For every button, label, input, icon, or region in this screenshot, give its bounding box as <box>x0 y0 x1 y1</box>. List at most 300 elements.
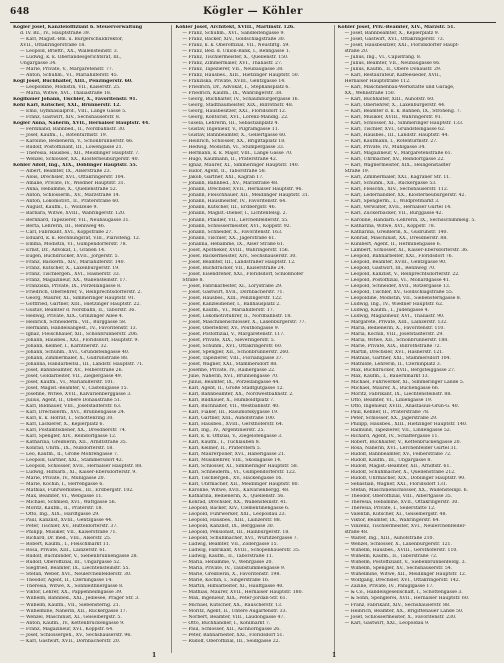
directory-entry: — Ludwig, Kaufm., II., Taborstraße 11. <box>182 554 274 560</box>
directory-entry: — Johanna, Handarbeitsl., III., Landstr. Hauptstr. 71. <box>20 361 144 367</box>
directory-entry: — Max, Buchdrucker, XVII., Bergsteiggasse 27. <box>344 367 456 373</box>
directory-entry: — Marie, Greißlerin, X., Favoritenstr. 198. <box>182 572 281 578</box>
directory-entry: — Maria, Köchin, VIII., Josefstädterstr. 29. <box>344 331 444 337</box>
directory-entry: — Maria, Private, IV., Taubstummengasse 9. <box>182 566 286 572</box>
directory-entry: — Maria, Bedienerin, X., Favoritenstr. 110. <box>344 325 445 331</box>
directory-entry: — Josef, Schlossermeister, X., Favoritenstr. 230. <box>344 614 457 620</box>
directory-entry: — Johanna, Hebamme, IX., Alser Straße 61. <box>182 241 285 247</box>
directory-entry: — Josef, Postoffizial, V., Margaretenstr. 117. <box>182 331 285 337</box>
directory-entry: — Wilhelm, Hausbes., XVIII., Gersthoferstr. 110. <box>344 548 458 554</box>
directory-entry: — Karoline, Witwe, XVII., Kalvarienbergg. 48. <box>182 488 290 494</box>
directory-entry: — Wilhelm, Postoffiziant, V., Siebenbrunnenfeldg. 3. <box>344 560 467 566</box>
directory-entry: — Karl, Private, IV., Mühlgasse 34. <box>344 145 426 151</box>
directory-entry: — Gisela, Lehrerin, III., Sebastianplatz 4. <box>182 121 279 127</box>
directory-entry: — Wilhelmine, Witwe, XII., Meidlinger Hauptstr. 12. <box>344 572 467 578</box>
directory-entry: Hernalser Hauptstraße 112. <box>344 79 411 85</box>
directory-entry: — Viktor, Beamter, IX., Währingerstr. 64. <box>344 518 440 524</box>
directory-entry: — Paul, Kanzlist, XVIII., Gentzgasse 44. <box>20 518 113 524</box>
directory-entry: — Anton, Schuhm., VI., Mariahilferstr. 45. <box>20 73 119 79</box>
directory-entry: — Vinzenz, Tischlermeister, XVI., Neulerchenfelder- <box>344 524 467 530</box>
directory-entry: — Theodor, Oberoffizial, VIII., Albertgasse 35. <box>344 494 453 500</box>
directory-entry: — Konrad, Uhrm., IX., Nußdorferstr. 18. <box>20 446 114 452</box>
directory-entry: — Konrad, Drechsler, XX., Wallensteinstr. 41. <box>182 500 288 506</box>
directory-entry: — Ludwig, Magazineur, XVI., Thaliastr. 90. <box>344 313 445 319</box>
directory-entry: — Kunibert, Agent, II., Herminengasse 6. <box>344 241 442 247</box>
directory-entry: — Josef, Bahnbeamter, X., Keplerplatz 9. <box>344 31 440 37</box>
directory-entry: — Rudolf, Postoffiziant, III., Löwengasse 21. <box>20 145 123 151</box>
directory-entry: — Franz, Bed. d. Union-Bank, I., Renngasse 1. <box>182 49 291 55</box>
directory-entry: — Karl, Bildhauer, X., Humboldtplatz 7. <box>182 397 275 403</box>
directory-entry: — Raimund, Tapezierer, VII., Lindengasse 52. <box>344 428 452 434</box>
directory-entry: — Michael, Kutscher, XX., Rauscherstr. 13. <box>182 602 283 608</box>
directory-entry: — Martin, Drechsler, XVI., Hasnerstr. 121. <box>344 349 444 355</box>
directory-entry: — Leopold, Schneider, XVII., Rötzergasse 13. <box>344 283 451 289</box>
directory-entry: — Maria, Witwe, XVI., Thaliastraße 18. <box>20 91 112 97</box>
directory-entry: — Rudolf, Schuhmacher, X., Quellenstraße 212. <box>344 470 456 476</box>
directory-entry: — Georg, Maurer, XI., Simmeringer Hauptstr. 91. <box>20 295 136 301</box>
directory-entry: — Sebastian, Wagner, XXI., Floridsdorf 131. <box>344 482 448 488</box>
directory-entry: — Leopold, Gastwirt, III., Rennweg 70. <box>344 265 436 271</box>
directory-entry-surname: Köhler Adolf, Ing., XIX., Döblinger Hauptstr. 55. <box>13 163 138 169</box>
directory-entry: — Josef, Kaufm., VI., Mariahilferstr. 101. <box>20 379 115 385</box>
directory-entry: — Emma, Modistin, VI., Gumpendorferstr. 78. <box>20 241 127 247</box>
directory-entry: — Karl, Magist.-Bm. u. Bürgerschuldirektor, <box>20 37 123 43</box>
directory-entry: — Josef, Lokomotivführer, II., Nordbahnstr. 18. <box>182 313 292 319</box>
directory-entry: — Josef, Hausbes., XIII., Penzingerstr. 122. <box>182 295 283 301</box>
directory-entry: — Moritz, Kaufm., II., Praterstr. 18. <box>20 506 103 512</box>
directory-entry: — Anton, Schlosserm., XV., Märzstraße 14. <box>20 193 121 199</box>
directory-entry: — Heinrich, Schneiderm., VII., Burggasse 58. <box>20 319 127 325</box>
directory-entry: — Friedrich, Kaufm., IX., Währingerstr. 38. <box>182 91 283 97</box>
directory-entry: — Stefan, Maschinenschlosser, XX., Wallensteinpl. 6. <box>344 488 469 494</box>
directory-entry: — Heinrich, Beamter, XX., Brigittenauer Lände 50. <box>344 608 464 614</box>
directory-entry: XX., Wehlistraße 150. <box>344 91 396 97</box>
directory-entry: — Josef, Bahnbeamter, XV., Felberstraße 26. <box>20 367 123 373</box>
directory-entry: — Peter, Bahnarbeiter, XXI., Floridsdorf 51. <box>182 632 284 638</box>
directory-entry: — Marie, Private, IV., Mühlgasse 20. <box>20 476 106 482</box>
directory-entry: — Marie, Private, V., Margaretenstr. 77. <box>20 67 114 73</box>
directory-entry: — Ludwig, k. k. Oberlandesgerichtsrat, III., <box>20 55 122 61</box>
directory-entry: — Karl, Wagnermeister, XIX., Heiligenstädter <box>344 163 451 169</box>
directory-entry: — Karl, Oberlehrer, X., Laxenburgerstr. 44. <box>344 103 446 109</box>
directory-entry: — Julius, Beamter, IX., Porzellangasse 44. <box>182 379 280 385</box>
directory-entry: — Karl, Schlosser, XI., Simmeringer Hauptstr. 58. <box>182 464 299 470</box>
directory-entry: — Rudolf, Kaufm., III., Ungargasse 8. <box>344 458 432 464</box>
page-number: 648 <box>10 7 30 17</box>
directory-entry: — Josef, Wagner, XXI., Stammersdorf 88. <box>182 361 278 367</box>
directory-entry: — Karl, Hausbes., III., Landstr. Hauptstr. 44. <box>344 133 449 139</box>
directory-entry: — Johann, Kellner, I., Kärntnerstr. 32. <box>20 343 108 349</box>
directory-entry: — Gottfried, Gärtner, XIII., Hietzinger Hauptstr. 22. <box>20 301 141 307</box>
directory-entry: — Michael, Fuhrwerker, XI., Simmeringer Lände 5. <box>344 379 465 385</box>
directory-entry: — Friedrich, Oberlehrer, V., Reinprechtsdorferstr. 2. <box>20 289 142 295</box>
directory-entry: — Wilhelm, Spengler, XV., Sechshauserstr. 54. <box>344 566 453 572</box>
directory-entry: — Franz, Kutscher, X., Laxenburgerstr. 19. <box>20 265 120 271</box>
directory-entry: straße 20. <box>344 49 369 55</box>
directory-entry: — Hermann, k. k. Major, VIII., Lange Gasse 70. <box>182 151 293 157</box>
directory-entry: — Karl, Bahnbeamter, XX., Nordwestbahnstr. 2. <box>182 391 294 397</box>
directory-entry: — Peter, Tischler, XV., Hütteldorferstr. 37. <box>20 524 118 530</box>
directory-entry: — Johann, Kutscher, III., Erdbergstr. 46. <box>182 205 277 211</box>
directory-entry: — Leopold, Kanzlist, IX., Berggasse 30. <box>182 524 275 530</box>
directory-entry: — Philipp, Musiker, VII., Kaiserstraße 71. <box>20 530 117 536</box>
directory-entry: — Katharina, Greißlerin, XII., Arndtstraße 35. <box>20 440 128 446</box>
directory-entry: — Josef, Spengler, XII., Schönbrunnerstr. 260. <box>182 349 290 355</box>
directory-entry: — Josef, Bäckermeister, XIV., Sechshauserstr. 30. <box>182 253 297 259</box>
directory-entry: — Isidor, Agent, II., Taborstraße 58. <box>182 169 267 175</box>
directory-entry: — Karl, Bildhauer, VIII., Josefstädterstr. 63. <box>20 403 122 409</box>
directory-entry: — Richard, Dr. med., VIII., Alserstr. 25. <box>20 536 112 542</box>
directory-entry: — Theresia, Private, I., Seilerstätte 12. <box>344 506 436 512</box>
directory-entry: — Karl, Musiklehrer, VIII., Skodagasse 14. <box>182 458 282 464</box>
directory-entry: — Karoline, Bedienerin, V., Schönbrunnerstr. 66. <box>20 139 134 145</box>
directory-entry: — Karl, Ing., IV., Argentinierstr. 25. <box>182 428 265 434</box>
directory-entry: — Rudolf, Oberoffizial, III., Seidlgasse 22. <box>182 638 281 644</box>
directory-entry: — Karl, Gastwirt, XXI., Leopoldau 9. <box>344 620 430 626</box>
directory-entry: — Zäzilie, Private, IV., Paniglgasse 17. <box>344 584 434 590</box>
directory-entry: — Josef, Private, XIX., Sieveringerstr. 5. <box>182 337 276 343</box>
directory-entry: — Karl, Tischler, XVI., Grundsteingasse 62. <box>344 127 446 133</box>
directory-entry: — Rosa, Private, XIII., Lainzerstr. 61. <box>20 548 107 554</box>
directory-entry: — Otto, Ingenieur, XVIII., Anastasius-Grün-G. 40. <box>344 403 460 409</box>
directory-entry: — Karl, k. k. Hofrat, I., Schottenring 30. <box>20 416 114 422</box>
directory-entry: — Anton, Lokomotivf., II., Praterstraße 60. <box>20 199 120 205</box>
directory-entry: — Eduard, k. k. Rechnungsrat, VIII., Piaristeng. 12. <box>20 235 141 241</box>
directory-entry: — Karl, Beamter d. k. k. Bahnen, IX., Stroheng. 7. <box>344 109 462 115</box>
directory-entry: — Johann, Schneider, X., Favoritenstr. 163. <box>182 229 283 235</box>
directory-entry: — Barbara, Witwe, XVIII., Währingerstr. 120. <box>20 211 126 217</box>
directory-entry: — Leopold, Fuhrwerker, XXI., Leopoldau 23. <box>182 512 287 518</box>
directory-entry: — Karl, Hausbes., XVIII., Gersthoferstr. 64. <box>182 422 284 428</box>
directory-entry: — Josef, Goldarbeiter, VII., Zieglergasse 49. <box>20 373 123 379</box>
directory-entry: — Mathias, Fuhrwerksbes., III., Erdbergstr. 102. <box>20 488 134 494</box>
directory-column-3 <box>334 25 496 653</box>
directory-entry: — Rudolf, Magist.-Beamter, XII., Arndtstr. 61. <box>344 464 451 470</box>
directory-entry: — Johann, Schlossermeister, XVI., Koppstr. 92. <box>182 223 292 229</box>
directory-entry: — Mathias, Gärtner, XXI., Stammersdorf 104. <box>344 355 451 361</box>
directory-entry: — Katharina, Bedienerin, X., Quellenstr. 56. <box>182 494 285 500</box>
directory-entry: — Anton, Kaufm., IV., Kettenbrückengasse 9. <box>20 620 125 626</box>
directory-entry: — Leopold, Schlosser, XVII., Hernalser Hauptstr. 88. <box>20 464 143 470</box>
directory-entry: — Josef, Fabrikarbeiter, XI., Lorystraße 29. <box>182 283 283 289</box>
directory-entry: — & Sohn, Spenglerei, XVII., Hernalser Hauptstr. 60. <box>344 596 470 602</box>
directory-entry: — Peter, Schlosser, XX., Jägerstraße 29. <box>344 416 438 422</box>
directory-entry: — Leopold, Bäcker, XIV., Clementinengasse 6. <box>182 506 290 512</box>
directory-entry: — Leopold, Postoffizial, VI., Mollardgasse 41. <box>344 277 451 283</box>
directory-entry: — Gustav, Ingenieur, V., Pilgramgasse 11. <box>182 127 280 133</box>
directory-entry: — Otto, Buchhändler, I., Kohlmarkt 7. <box>182 620 271 626</box>
directory-entry: — Hedwig, Modistin, VI., Stumpergasse 33. <box>182 145 285 151</box>
directory-entry: — Robert, Kaufm., I., Fleischmarkt 11. <box>20 542 111 548</box>
directory-entry: — Leopoldine, Modistin, VII., Kaiserstr. 25. <box>20 85 121 91</box>
directory-entry: — Leopold, Kanzlist, V., Reinprechtsdorferstr. 22. <box>344 271 460 277</box>
directory-entry: — Josef, Tapezierer, VIII., Florianigasse 37. <box>182 355 284 361</box>
directory-entry: — Wilhelm, Kaufm., VII., Siebensterng. 21. <box>20 602 121 608</box>
directory-entry: — Maria, Witwe, XII., Schönbrunnerstr. 188. <box>344 337 449 343</box>
directory-entry: — Franz, Bäcker, XIV., Goldschlagstraße 30. <box>182 37 286 43</box>
directory-entry: — Josef, Beamter, III., Landstraßer Hauptstr. 12. <box>182 259 296 265</box>
directory-entry: — Wilhelmine, Näherin, XII., Ruckergasse 17. <box>20 608 128 614</box>
directory-entry: — Karl, Schuhm., XII., Ruckergasse 53. <box>344 181 437 187</box>
directory-entry: — Karl, Fleischh., XIV., Sechshauserstr. 112. <box>344 187 449 193</box>
directory-entry: — Wenzel, Schlosser, XX., Klosterneuburgerstr. 40. <box>20 157 139 163</box>
directory-entry: — Franziska, Private, XVIII., Gentzgasse 14. <box>182 79 286 85</box>
directory-entry: — Katharina, Greißlerin, X., Gudrunstr. 140. <box>344 229 448 235</box>
directory-entry: — Franz, Zimmermaler, XVI., Thaliastr. 27. <box>182 61 283 67</box>
directory-entry: — Leopold, Gärtner, XXI., Stammersdorf 42. <box>20 458 124 464</box>
directory-entry: — Friedrich, Dr., Advokat, I., Stephansplatz 6. <box>182 85 290 91</box>
directory-entry: — Franz, Magazineur, XX., Wallensteinstr. 17. <box>20 277 127 283</box>
directory-entry: — Amalie, Private, IV., Wiedner Hauptstr. 31. <box>20 181 126 187</box>
directory-entry: — Josef, Magist.-Beamter, V., Castelligasse 15. <box>20 385 128 391</box>
directory-entry: — Leopold, Brieftr., XX., Wallensteinstr. 3. <box>20 49 119 55</box>
running-head: Kögler — Köhler <box>203 6 303 17</box>
footer-mark: 1 <box>152 652 157 659</box>
directory-entry: — Georg, Stadtbaumeister, XIX., Billrothstr. 48. <box>182 103 294 109</box>
directory-entry: — Ludwig, Hilfsarb., XI., Kaiser-Ebersdorferstr. 9. <box>20 470 137 476</box>
directory-entry: — Ludwig, Beamter, VII., Zollergasse 15. <box>182 542 278 548</box>
directory-entry: d. IV. Bz., IV., Hauptstraße 39. <box>20 31 91 37</box>
directory-entry-surname: Köglbauer Johann, Tischler, X., Favoritenstr. 91. <box>13 97 138 103</box>
directory-column-1 <box>10 25 171 653</box>
directory-entry: — Josef, Kaufm., I., Rotenturmstr. 19. <box>20 133 108 139</box>
directory-columns <box>10 25 496 653</box>
directory-entry: — Max, Beamter, VI., Webgasse 11. <box>20 494 103 500</box>
directory-entry: — Siegfried, Beamter, IX., Liechtensteinstr. 55. <box>20 566 130 572</box>
directory-entry: — Franz, Gastwirt, XIV., Sechshauserstr. 8. <box>20 115 121 121</box>
directory-entry: — Leo, Kaufm., II., Große Mohrengasse 7. <box>20 452 119 458</box>
directory-entry: — Stefan, Weber, XVI., Neulerchenfelderstr. 30. <box>20 572 132 578</box>
directory-entry: — Ludwig, Ing., IV., Wiedner Hauptstr. 62. <box>344 301 444 307</box>
directory-entry: — Leopold, Pensionist, III., Hainburgerstr. 18. <box>182 530 290 536</box>
directory-entry: — Josef, Schuhm., XVI., Ottakringerstr. 60. <box>182 343 283 349</box>
directory-entry: — Franz, Tischlergeh., XVI., Hasnerstr. 33. <box>20 271 121 277</box>
directory-entry: — Robert, Buchhalter, V., Kettenbrückengasse 20. <box>344 440 462 446</box>
directory-entry: — Karl, Verwalter, XVII., Hernalser Gürtel 14. <box>344 205 452 211</box>
directory-entry: — Ferdinand, Bahnbed., II., Nordbahnstr. 30. <box>20 127 126 133</box>
directory-entry: — Karl, Lackierer, X., Keplerplatz 6. <box>20 422 104 428</box>
directory-entry: — Rudolf, Uhrmacher, XIX., Döblinger Hauptstr. 90. <box>344 476 466 482</box>
directory-entry: — Mathias, Maurer, XVII., Hernalser Hauptstr. 180. <box>182 590 303 596</box>
directory-entry: — Moritz, Agent, II., Untere Augartenstr. 33. <box>182 608 287 614</box>
directory-entry: Ungargasse 34. <box>20 61 57 67</box>
directory-entry: — Rudolf, Buchbinder, V., Siebenbrunnengasse 28. <box>20 554 139 560</box>
directory-entry: — Franz, Bäckerm., XIV., Mariahilferstr. 140. <box>20 259 125 265</box>
directory-entry: — Karl, Schlosser, XI., Simmeringer Hauptstr. 133. <box>344 121 464 127</box>
directory-entry: — Ignaz, Maurer, XI., Simmeringer Hauptstr. 140. <box>182 163 300 169</box>
directory-entry: — Josef, Hausbesitzer, XXI., Floridsdorfer Haupt- <box>344 43 460 49</box>
directory-entry: straße 48. <box>344 530 369 536</box>
directory-entry: — Johann, Fleischhauer, XII., Meidlinger Hauptstr. 31. <box>182 193 310 199</box>
directory-entry-surname: Kögler Anna, Näherin, XVII., Hernalser Hauptstr. 44. <box>13 121 150 127</box>
directory-entry: — Karl, Spenglerm., I., Wildpretmarkt 3. <box>344 199 440 205</box>
directory-entry: — Josef, Maschinenschlosser, X., Laxenburgerstr. 77. <box>182 319 306 325</box>
directory-entry: XVII., Ottakringerstraße 18. <box>20 43 86 49</box>
directory-entry: — Margarete, Private, XIII., Lainzerstr. 132. <box>344 319 448 325</box>
directory-entry: — Josef, Gastwirt, XVI., Ottakringerstr. 73. <box>344 37 445 43</box>
directory-entry: — Karl, Fiaker, III., Rasumofskygasse 19. <box>182 410 279 415</box>
directory-entry: — Johann, Schuhm., XVI., Grundsteingasse 40. <box>20 349 130 355</box>
directory-entry: — Josef, Buchdrucker, VII., Kaiserstraße 24. <box>182 265 286 271</box>
directory-entry-surname: Köhler Josef, Priv.-Beamter, XIV., Märzstr. 51. <box>337 25 456 30</box>
page-header <box>10 6 496 23</box>
directory-entry: — Lambert, Schlosser, XI., Kaiser-Ebersdorferstr. 36. <box>344 247 469 253</box>
directory-entry: — Wolfgang, Drechsler, XVI., Ottakringerstr. 142. <box>344 578 461 584</box>
directory-entry: — Leopold, Beamter, XVIII., Gentzgasse 90. <box>344 259 447 265</box>
directory-entry: — Konrad, Maschinist, XX., Dresdnerstr. 88. <box>344 235 448 241</box>
directory-entry-surname: Kögler Josef, Kanzleioffiziant b. Steuerverwaltung <box>13 25 143 30</box>
directory-entry: — Josef, Oberlehrer, XV., Pouthongasse 9. <box>182 325 280 331</box>
directory-entry: — Otto, Ing., XIX., Hardtgasse 29. <box>20 512 100 518</box>
directory-entry: — Georg, Hausbesitzer, XXI., Floridsdorf 12. <box>182 109 287 115</box>
directory-entry: — Josef, Gastwirt, XVII., Dornbacherstr. 71. <box>182 289 284 295</box>
directory-entry: — Johann, Drechsler, XVII., Hernalser Hauptstr. 96. <box>182 187 303 193</box>
directory-entry: — Karl, Agent, II., Große Stadtgutgasse 12. <box>182 385 284 391</box>
directory-entry: — Michael, Schmied, XVI., Wattgasse 56. <box>20 500 117 506</box>
directory-entry: — Jakob, Gärtner, XXI., Kagran 17. <box>182 175 264 181</box>
directory-entry: — Theresia, Hausbes., XII., Meidlinger Hauptstr. 7. <box>20 151 140 157</box>
directory-entry: — Berta, Lehrerin, III., Rennweg 46. <box>20 223 106 229</box>
directory-entry: — Wilhelm, Kaufm., II., Taborstraße 72. <box>344 554 438 560</box>
directory-entry: — Franz, k. k. Oberoffizial, VII., Neustiftg. 59. <box>182 43 290 49</box>
directory-entry: — Karl, Uhrmacher, XII., Meidlinger Hauptstr. 80. <box>182 482 300 488</box>
directory-entry: — Wenzel, Schlosser, X., Laxenburgerstr. 121. <box>344 542 452 548</box>
directory-entry: — Karl, Drechslerm., XVI., Brunnengasse 24. <box>20 410 126 415</box>
directory-entry: — Mathilde, Lehrerin, II., Czerninplatz 3. <box>344 361 442 367</box>
directory-entry: — Karl, Kaufmann, I., Rotenturmstr. 27. <box>344 139 438 145</box>
directory-entry: — Georg, Kontorist, XVI., Lorenz-Mandlg. 22. <box>182 115 289 121</box>
directory-entry: — Rosa, Näherin, XVI., Lerchenfelder Gürtel 31. <box>344 446 458 452</box>
directory-entry: — Karl, k. k. Offizial, V., Ziegelofengasse 3. <box>182 434 283 440</box>
directory-entry: — Leopoldine, Modistin, VII., Siebensterngasse 8. <box>344 295 462 301</box>
directory-entry: — Emil, Gymnasialprof., VIII., Lange Gasse 5. <box>20 109 127 115</box>
directory-entry: — Josef, Apotheker, XVIII., Währingerstr. 156. <box>182 247 290 253</box>
directory-entry: — Hedwig, Private, XIX., Grinzinger Allee 4. <box>20 313 124 319</box>
directory-entry: — Wilhelm, Bahnbed., XXI., Jedlesee, Prager Str. 3. <box>20 596 140 602</box>
directory-entry: — Franz, Schuhm., XVI., Sandleitengasse 9. <box>182 31 285 37</box>
directory-entry: — Johann, Bahnbed., XV., Märzstraße 48. <box>182 181 279 187</box>
directory-entry: — Franz, Tischlermeister, X., Quellenstr. 150. <box>182 55 289 61</box>
directory-entry: — Paul, Schlosser, XII., Aichhorngasse 26. <box>182 626 281 632</box>
directory-entry: — Johann, Zimmermaler, X., Gudrunstraße 88. <box>20 355 129 361</box>
directory-entry: — Josef, Schlossergeh., XV., Sechshauserstr. 96. <box>20 632 132 638</box>
directory-entry: — Franz, Magazineur, XVI., Koppstr. 64. <box>20 626 114 632</box>
directory-entry: — Karl, Postamtsdiener, XX., Dresdnerstr. 74. <box>20 428 127 434</box>
directory-entry: — Leopold, Schuhmacher, XVI., Wurlitzergasse 7. <box>182 536 299 542</box>
directory-entry: — Carl, Fabrikant, XVI., Koppstraße 27. <box>20 229 113 235</box>
directory-entry: — Albert, Beamter, IX., Alserstraße 23. <box>20 169 112 175</box>
directory-entry: — Julius, Beamter, VII., Neubaugasse 66. <box>344 61 441 67</box>
directory-entry: — Heinrich, Schlosser, XX., Brigittaplatz 18. <box>182 139 286 145</box>
directory-entry: — Karl, Zuckerbäcker, VII., Burggasse 42. <box>344 211 443 217</box>
directory-entry: — Karl, Schneiderm., VI., Gumpendorferstr. 122. <box>182 470 297 476</box>
directory-entry: — Karoline, Handarb.-Lehrerin, IX., Sechsschimmelg. 5. <box>344 217 476 223</box>
directory-entry: — Moritz, Fabrikant, IX., Liechtensteinstr. 88. <box>344 391 452 397</box>
directory-entry: — Bernhard, Tapezierer, VII., Neubaugasse 31. <box>20 217 130 223</box>
directory-entry: — Karl, Maschinenbau-Werkstätte und Garage, <box>344 85 455 91</box>
directory-entry: — Karl, Restaurateur, Kaffeesieder, XVII., <box>344 73 442 79</box>
directory-entry: — Ludwig, Kaufm., I., Judengasse 4. <box>344 307 430 313</box>
directory-entry: — Josefine, Private, IV., Rainergasse 22. <box>182 367 276 373</box>
directory-entry: — Hugo, Kaufmann, II., Praterstraße 42. <box>182 157 278 163</box>
directory-entry: — Franz, Hausbes., XIII., Hietzinger Hauptstr. 50. <box>182 73 300 79</box>
directory-entry: — Johann, Hausmeister, IV., Favoritenstr. 64. <box>182 199 287 205</box>
directory-entry: — Karl, Lederhändler, XX., Klosterneuburgerstr. 42. <box>344 193 466 199</box>
directory-entry: — Ignaz, Fleischhauer, XII., Schönbrunnerstr. 206. <box>20 331 139 337</box>
directory-column-2 <box>171 25 333 653</box>
directory-entry: — Ernst, Dr., Advokat, I., Graben 14. <box>20 247 106 253</box>
directory-entry: — Norbert, Beamter, VIII., Laudongasse 47. <box>182 614 285 620</box>
directory-entry: — Karl, Buchhalter, VII., Westbahnstr. 40. <box>182 403 280 409</box>
directory-entry: — Karl, Spengler, XIV., Reindorfgasse 12. <box>20 434 117 440</box>
directory-entry: — Karl, Gärtner, XIII., Auhofstraße 100. <box>182 416 276 422</box>
directory-entry: — Josef, Kanzleidiener, I., Ballhausplatz 2. <box>182 301 281 307</box>
directory-entry: — Karl, Magazineur, V., Margaretenstraße 61. <box>344 151 453 157</box>
directory-entry: — Theresia, Hebamme, XVII., Ottakringerstr. 30. <box>344 500 459 506</box>
directory-entry: — Max, Kaufm., I., Bauernmarkt 13. <box>344 373 430 379</box>
directory-entry: — August, Kaufm., I., Wollzeile 9. <box>20 205 98 211</box>
directory-entry: — Georg, Buchhalter, IV., Schaumburgergasse 16. <box>182 97 300 103</box>
directory-entry: — Katharina, Witwe, XVI., Koppstr. 78. <box>344 223 436 229</box>
directory-entry: — Franziska, Private, IX., Porzellangasse 8. <box>20 283 122 289</box>
directory-entry-surname: Köhler Josef, Architekt, XVIII., Martinstr. 126. <box>175 25 295 30</box>
directory-entry: — Philipp, Hausbes., XIII., Hietzinger Hauptstr. 140. <box>344 422 468 428</box>
directory-entry: — Karl, Gastwirt, XVII., Dornbacherstr. 20. <box>20 638 121 644</box>
directory-entry: Straße 19. <box>344 169 370 175</box>
directory-entry: — Wenzel, Maschinist, XI., Geiselbergstr. 5. <box>20 614 122 620</box>
directory-entry: — Karl, Zimmermaler, XXI., Kagraner Str. 11. <box>344 175 451 181</box>
directory-entry-surname: Köhl Karl, Kutscher, XXI., Brünnerstr. 12. <box>13 103 121 109</box>
directory-entry: — Max, Ingenieur, XIX., Peter-Jordan-Str. 61. <box>182 596 288 602</box>
directory-entry: — Johann, Tischler, XX., Jägerstraße 61. <box>182 235 276 241</box>
directory-entry: — Otto, Beamter, VI., Liniengasse 19. <box>344 397 433 403</box>
directory-entry: — Johann, Magist.-Diener, I., Lichtenfelsg. 2. <box>182 211 288 217</box>
page-footer <box>0 652 504 660</box>
directory-entry: — Anna, Hebamme, X., Quellenstraße 52. <box>20 187 118 193</box>
directory-entry: — Hermann, Handelsangest., IV., Favoritenstr. 13. <box>20 325 138 331</box>
directory-entry-surname: Kögl Josef, Buchhalter, XIII., Penzingerstr. 60. <box>13 79 133 85</box>
directory-entry: — Leopold, Bahnarbeiter, XXI., Floridsdorf 76. <box>344 253 454 259</box>
directory-entry: — Karl, Tischlergeh., XV., Hackengasse 16. <box>182 476 283 482</box>
directory-entry: — Johann, Pfaidler, VII., Lerchenfelderstr. 55. <box>182 217 289 223</box>
directory-entry: — Franz, Tapezierer, VII., Neubaugasse 38. <box>182 67 284 73</box>
footer-mark: 1 <box>332 652 337 659</box>
directory-entry: — Paul, Kellner, II., Praterstraße 78. <box>344 410 430 415</box>
directory-entry: — Karl, Maurerpolier, XVI., Haberlgasse 21. <box>182 452 286 458</box>
directory-entry: — Maria, Hebamme, V., Wehrgasse 20. <box>182 560 273 566</box>
directory-entry: — Gustav, Bahnbeamter, X., Gellertgasse 60. <box>182 133 287 139</box>
directory-entry: — Josef, Kaufm., VI., Mariahilferstr. 17. <box>182 307 275 313</box>
directory-entry: — Ludwig, Fabrikant, XVIII., Schopenhauerstr. 35. <box>182 548 301 554</box>
directory-entry: — Josefine, Witwe, XVII., Kalvarienberggasse 3. <box>20 391 132 397</box>
directory-entry: — Michael, Maurer, X., Buchengasse 66. <box>344 385 440 391</box>
directory-entry: — Viktor, Lehrer, XX., Pappenheimgasse 39. <box>20 590 123 596</box>
directory-entry: — Marie, Köchin, I., Singerstraße 16. <box>182 578 270 584</box>
directory-entry: — Leopold, Hausbes., XIII., Lainzerstr. 88. <box>182 518 282 524</box>
directory-entry: — Leopold, Tischler, XV., Goldschlagstraße 55. <box>344 289 454 295</box>
directory-entry: — Rudolf, Bahnbeamter, XV., Felberstraße 72. <box>344 452 452 458</box>
directory-entry: — Julius, Agent, II., Obere Donaustraße 51. <box>20 397 122 403</box>
directory-entry: — & Co., Handelsgesellschaft, I., Schottengasse 3. <box>344 590 463 596</box>
directory-entry: — Gustav, Beamter d. Nordbahn, II., Taborstr. 36. <box>20 307 136 313</box>
directory-entry: — Julie, Näherin, XVI., Brunnengasse 70. <box>182 373 279 379</box>
directory-entry: — Julius, Kaufm., II., Obere Donaustr. 29. <box>344 67 442 73</box>
directory-entry: — Eugen, Buchdrucker, XVII., Jörgerstr. 5. <box>20 253 120 259</box>
directory-entry: — Karl, Buchhalter, XIII., Auhofstr. 60. <box>344 97 435 103</box>
directory-entry: — Karl, Kellner, II., Praterstern 5. <box>182 446 262 452</box>
directory-entry: — Valentin, Kutscher, XI., Geiselbergstr. 48. <box>344 512 447 518</box>
directory-entry: — Alois, Drechsler, XVI., Ottakringerstr. 104. <box>20 175 125 181</box>
